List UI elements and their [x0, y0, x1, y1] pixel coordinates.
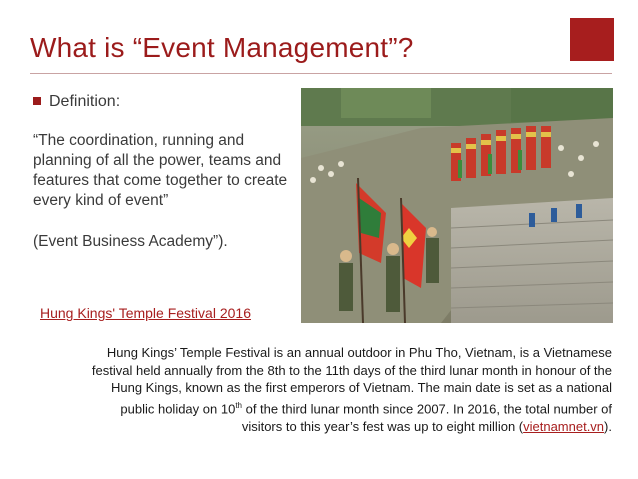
caption-text-3: ). — [604, 418, 612, 434]
source-link[interactable]: vietnamnet.vn — [523, 418, 605, 434]
photo-link[interactable]: Hung Kings' Temple Festival 2016 — [40, 305, 251, 321]
definition-quote: “The coordination, running and planning of all the power, teams and features that come together to create every kind of event” — [33, 132, 288, 209]
festival-photo — [301, 88, 613, 323]
caption-superscript: th — [235, 400, 242, 410]
title-divider — [30, 73, 612, 74]
definition-label: Definition: — [49, 93, 121, 110]
festival-procession-illustration — [301, 88, 613, 323]
caption-text-1: Hung Kings’ Temple Festival is an annual outdoor in Phu Tho, Vietnam, is a Vietnamese festival held annually from the 8th to the 11th days of the third lunar month in honour of the Hung Kings, known as the first emperors of Vietnam. The main date is set as a national public holiday on 10 — [91, 345, 612, 417]
caption-text-2: of the third lunar month since 2007. In 2016, the total number of visitors to this year’s fest was up to eight million ( — [241, 401, 612, 434]
square-bullet-icon — [33, 97, 41, 105]
festival-caption — [80, 344, 612, 435]
corner-accent-square — [570, 18, 614, 61]
quote-source: (Event Business Academy”). — [33, 233, 228, 250]
slide-title: What is “Event Management”? — [30, 32, 414, 63]
definition-bullet — [33, 93, 120, 111]
